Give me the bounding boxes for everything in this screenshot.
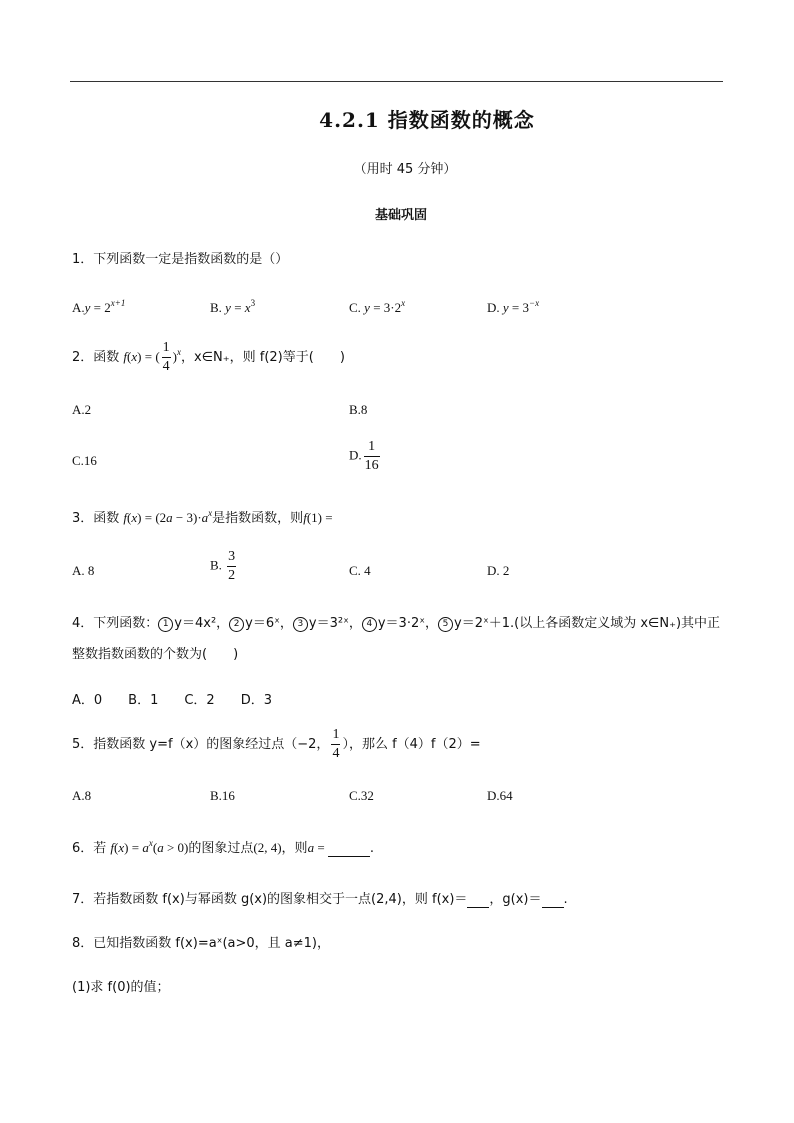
q7-answer-blank-2[interactable]: [542, 892, 564, 908]
q3-option-a: A. 8: [72, 563, 95, 578]
q4-stem: 4．下列函数： 1 y＝4x²， 2 y＝6ˣ， 3 y＝3²ˣ， 4 y＝3·2ˣ， 5 y＝2ˣ＋1.(以上各函数定义域为 x∈N₊)其中正: [72, 616, 721, 631]
header-rule: [70, 81, 723, 82]
q3-option-b: B. $\frac{3}{2}$: [210, 549, 236, 583]
q6-answer-blank[interactable]: [328, 841, 370, 857]
q2-option-a: A.2: [72, 402, 92, 417]
q8-stem: 8．已知指数函数 f(x)=aˣ(a>0，且 a≠1)，: [72, 936, 330, 951]
q2-stem: 2．函数 f(x) = ( $\frac{1}{4}$ )$^x$，x∈N₊，则 f(2)等于( ): [72, 340, 345, 374]
q1-option-d: D. $y = 3^{-x}$: [487, 298, 540, 315]
q1-stem: 1．下列函数一定是指数函数的是（）: [72, 252, 289, 267]
q3-stem: 3．函数 $f(x) = (2a - 3)\cdot a^x$是指数函数，则f(1) =: [72, 508, 333, 526]
q5-option-b: B.16: [210, 788, 235, 803]
q5-option-d: D.64: [487, 788, 513, 803]
q8-part1: (1)求 f(0)的值；: [72, 980, 170, 995]
q5-fraction: $\frac{1}{4}$: [332, 727, 340, 761]
q4-stem-line2: 整数指数函数的个数为( ): [72, 647, 239, 662]
q1-option-a: $A.y = 2^{x+1}$: [72, 298, 126, 315]
q5-option-c: C.32: [349, 788, 374, 803]
q3-option-c: C. 4: [349, 563, 371, 578]
q2-option-d: D. $\frac{1}{16}$: [349, 439, 379, 473]
q5-stem: 5．指数函数 y=f（x）的图象经过点（−2， $\frac{1}{4}$ ），那么 f（4）f（2）=: [72, 727, 481, 761]
q3-option-d: D. 2: [487, 563, 510, 578]
q5-option-a: A.8: [72, 788, 92, 803]
q2-option-b: B.8: [349, 402, 368, 417]
page-title: 4.2.1 指数函数的概念: [319, 108, 535, 132]
q1-option-c: C. $y = 3\cdot 2^x$: [349, 298, 406, 315]
q2-fraction: $\frac{1}{4}$: [162, 340, 170, 374]
q1-option-b: B. $y = x^3$: [210, 298, 256, 315]
q4-options: A．0 B．1 C．2 D．3: [72, 693, 272, 708]
q6-stem: 6．若 $f(x) = a^x(a > 0)$的图象过点(2, 4)，则a = .: [72, 838, 375, 856]
q2-option-c: C.16: [72, 453, 97, 468]
q7-stem: 7．若指数函数 f(x)与幂函数 g(x)的图象相交于一点(2,4)，则 f(x)＝ ，g(x)＝ .: [72, 892, 568, 907]
section-heading: 基础巩固: [374, 208, 427, 223]
q7-answer-blank-1[interactable]: [467, 892, 489, 908]
time-note: （用时 45 分钟）: [353, 162, 457, 177]
